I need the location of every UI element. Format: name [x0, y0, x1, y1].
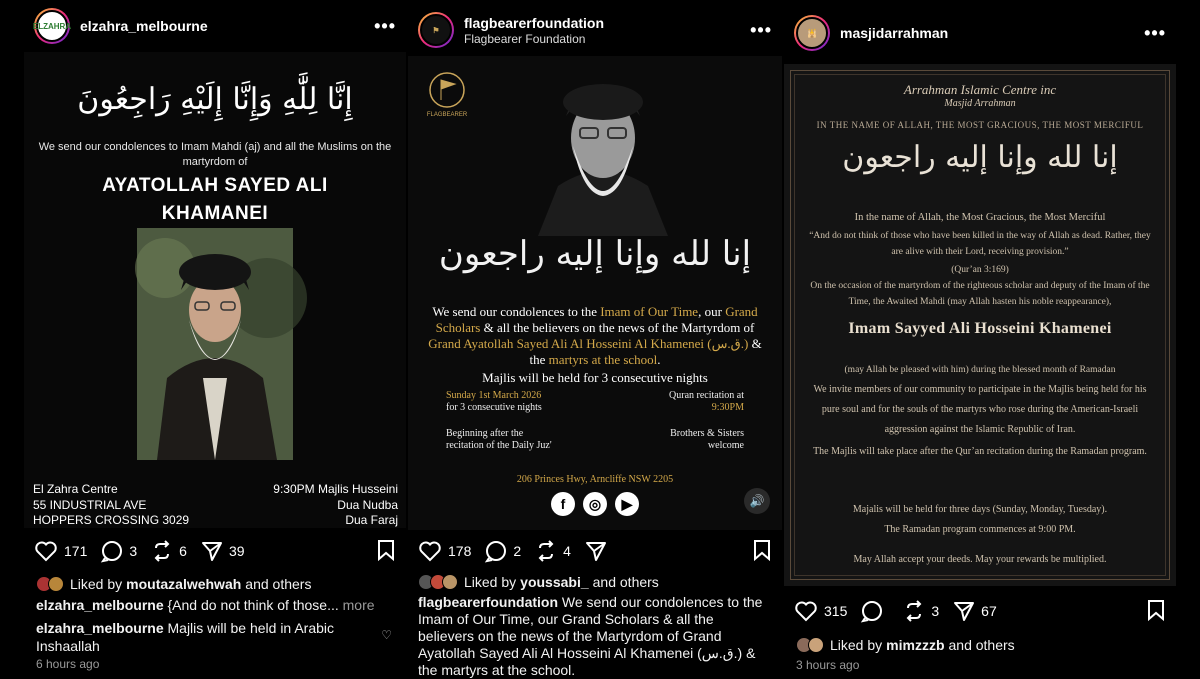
venue-name: El Zahra Centre: [33, 482, 118, 496]
liker-avatars: [796, 637, 824, 653]
bookmark-icon: [752, 539, 772, 561]
username[interactable]: masjidarrahman: [840, 25, 949, 41]
audio-toggle-icon[interactable]: 🔊: [744, 488, 770, 514]
body-text: , our: [698, 304, 726, 319]
liker-avatar: [48, 576, 64, 592]
like-button[interactable]: [34, 540, 87, 562]
avatar[interactable]: [34, 8, 70, 44]
avatar-logo: ⚑: [420, 14, 452, 46]
social-icons: [408, 492, 782, 516]
majlis-heading: Majlis will be held for 3 consecutive nights: [482, 370, 708, 385]
accept-text: May Allah accept your deeds. May your rewards be multiplied.: [853, 554, 1107, 565]
caption-username[interactable]: elzahra_melbourne: [36, 597, 164, 613]
instagram-icon: ◎: [583, 492, 607, 516]
quran-time: 9:30PM: [711, 402, 744, 413]
comment-username[interactable]: elzahra_melbourne: [36, 620, 164, 636]
schedule-time: [669, 390, 744, 414]
calligraphy: إنا لله وإنا إليه راجعون: [438, 234, 752, 274]
liked-by[interactable]: [36, 576, 396, 592]
liked-by-suffix: and others: [245, 576, 312, 592]
bookmark-icon: [376, 539, 396, 561]
begin-sub: recitation of the Daily Juz': [446, 440, 552, 451]
program-item: 9:30PM Majlis Husseini: [273, 482, 398, 496]
repost-icon: [151, 540, 173, 562]
caption-username[interactable]: flagbearerfoundation: [418, 594, 559, 610]
comment-like-icon[interactable]: ♡: [381, 628, 392, 642]
display-name: Flagbearer Foundation: [464, 31, 586, 46]
body-highlight: Grand Scholars: [435, 304, 758, 335]
program-item: Dua Nudba: [337, 497, 398, 512]
repost-button[interactable]: [903, 600, 939, 622]
flagbearer-logo: [420, 70, 474, 118]
repost-icon: [535, 540, 557, 562]
more-options-icon[interactable]: •••: [374, 15, 396, 36]
avatar-logo: ELZAHRA: [36, 10, 68, 42]
venue-street: 55 INDUSTRIAL AVE: [33, 497, 147, 512]
name-line-2: KHAMANEI: [161, 203, 269, 224]
more-options-icon[interactable]: •••: [750, 19, 772, 40]
caption: [36, 596, 394, 614]
action-bar: [784, 596, 1176, 626]
comment-icon: [485, 540, 507, 562]
post-flagbearer: [408, 0, 782, 678]
bookmark-button[interactable]: [752, 539, 772, 564]
verse-reference: (Qur’an 3:169): [951, 265, 1009, 275]
occasion-text: On the occasion of the martyrdom of the righteous scholar and deputy of the Imam of the Time, the Awaited Mahdi (may Allah hasten his noble reappearance),: [810, 281, 1150, 307]
calligraphy: إنا لله وإنا إليه راجعون: [842, 140, 1118, 175]
poster-name: [34, 172, 396, 228]
liked-by-suffix: and others: [948, 637, 1015, 653]
name-line-1: AYATOLLAH SAYED ALI: [102, 175, 328, 196]
body-highlight: Grand Ayatollah Sayed Ali Al Hosseini Al Khamenei (ق.س.): [428, 336, 749, 351]
post-time: 6 hours ago: [36, 657, 100, 671]
share-button[interactable]: [953, 600, 997, 622]
repost-count: 3: [931, 603, 940, 619]
like-button[interactable]: [794, 600, 847, 622]
post-header: [408, 0, 782, 60]
caption-text: We send our condolences to the Imam of Our Time, our Grand Scholars & all the believers on the news of the Martyrdom of Grand Ayatollah Sayed Ali Al Hosseini Al Khamenei (ق.س.) & the martyrs at the school.: [418, 594, 763, 678]
body-text: & all the believers on the news of the Martyrdom of: [480, 320, 755, 335]
venue-address: [33, 482, 189, 529]
body-highlight: Imam of Our Time: [600, 304, 699, 319]
liked-by-user[interactable]: mimzzzb: [886, 637, 945, 653]
liked-by-suffix: and others: [592, 574, 659, 590]
send-icon: [585, 540, 607, 562]
share-button[interactable]: [201, 540, 245, 562]
bookmark-button[interactable]: [1146, 599, 1166, 624]
venue-suburb: HOPPERS CROSSING 3029: [33, 513, 190, 527]
post-image[interactable]: [784, 64, 1176, 586]
post-image[interactable]: [408, 56, 782, 530]
caption-more-link[interactable]: more: [342, 597, 375, 613]
caption-text: {And do not think of those...: [167, 597, 339, 613]
more-options-icon[interactable]: •••: [1144, 22, 1166, 43]
repost-button[interactable]: [151, 540, 187, 562]
event-address: 206 Princes Hwy, Arncliffe NSW 2205: [516, 474, 674, 485]
post-time: 3 hours ago: [796, 658, 860, 672]
event-duration: for 3 consecutive nights: [446, 402, 542, 413]
post-masjidarrahman: [784, 0, 1176, 675]
heart-icon: [794, 600, 818, 622]
liked-by-user[interactable]: youssabi_: [520, 574, 589, 590]
share-count: 67: [981, 603, 997, 619]
heart-icon: [34, 540, 58, 562]
liker-avatars: [418, 574, 458, 590]
condolence-text: We send our condolences to Imam Mahdi (aj) and all the Muslims on the martyrdom of: [38, 141, 392, 168]
post-header: [784, 0, 1176, 66]
comment-count: 2: [513, 543, 522, 559]
like-count: 171: [64, 543, 88, 559]
portrait-photo: [137, 228, 293, 460]
quran-label: Quran recitation at: [669, 390, 744, 401]
like-button[interactable]: [418, 540, 471, 562]
caption: [418, 594, 770, 679]
comment-icon: [101, 540, 123, 562]
logo-text: FLAGBEARER: [426, 112, 468, 118]
arabic-verse: إِنَّا لِلَّٰهِ وَإِنَّا إِلَيْهِ رَاجِعُونَ: [77, 82, 353, 117]
like-count: 315: [824, 603, 848, 619]
schedule-audience: [670, 428, 744, 452]
liker-avatar: [442, 574, 458, 590]
schedule-date: [446, 390, 542, 414]
action-bar: [408, 536, 782, 566]
liked-by-prefix: Liked by: [464, 574, 517, 590]
post-header: [24, 0, 406, 52]
portrait-photo: [528, 76, 678, 236]
avatar-photo: 🕌: [796, 17, 828, 49]
body-text: .: [657, 352, 661, 367]
avatar[interactable]: [418, 12, 454, 48]
liked-by-user[interactable]: moutazalwehwah: [126, 576, 242, 592]
body-highlight: martyrs at the school: [548, 352, 658, 367]
program-item: Dua Faraj: [345, 513, 398, 527]
repost-button[interactable]: [535, 540, 571, 562]
liker-avatars: [36, 576, 64, 592]
share-button[interactable]: [585, 540, 613, 562]
comment-text: Majlis will be held in Arabic Inshaallah: [36, 620, 335, 654]
bookmark-button[interactable]: [376, 539, 396, 564]
send-icon: [201, 540, 223, 562]
share-count: 39: [228, 543, 245, 559]
audience-label: Brothers & Sisters: [670, 428, 744, 439]
invite-text: We invite members of our community to participate in the Majlis being held for his pure soul and for the souls of the martyrs who rose during the American-Israeli aggression against the Islamic Republic of Iran.: [813, 384, 1147, 435]
imam-name: Imam Sayyed Ali Hosseini Khamenei: [848, 320, 1112, 337]
welcome-label: welcome: [707, 440, 744, 451]
liked-by[interactable]: [418, 574, 772, 590]
bookmark-icon: [1146, 599, 1166, 621]
pleased-text: (may Allah be pleased with him) during the blessed month of Ramadan: [844, 365, 1116, 375]
repost-icon: [903, 600, 925, 622]
like-count: 178: [448, 543, 472, 559]
schedule-start: [446, 428, 552, 452]
begin-label: Beginning after the: [446, 428, 524, 439]
username[interactable]: elzahra_melbourne: [80, 18, 208, 34]
comment-count: 3: [129, 543, 138, 559]
comment-button[interactable]: [861, 600, 889, 622]
post-image[interactable]: [24, 52, 406, 528]
masjid-name: Masjid Arrahman: [944, 98, 1016, 109]
condolence-text: [422, 304, 768, 368]
liked-by-prefix: Liked by: [830, 637, 883, 653]
starts-text: The Ramadan program commences at 9:00 PM.: [884, 524, 1076, 535]
heart-icon: [418, 540, 442, 562]
days-text: Majalis will be held for three days (Sunday, Monday, Tuesday).: [852, 504, 1108, 515]
after-text: The Majlis will take place after the Qur’an recitation during the Ramadan program.: [813, 446, 1147, 457]
facebook-icon: f: [551, 492, 575, 516]
program-list: [273, 482, 398, 529]
centre-name: Arrahman Islamic Centre inc: [903, 82, 1057, 97]
send-icon: [953, 600, 975, 622]
comment: [36, 619, 376, 655]
body-text: We send our condolences to the: [432, 304, 601, 319]
liked-by-prefix: Liked by: [70, 576, 123, 592]
liker-avatar: [808, 637, 824, 653]
avatar[interactable]: [794, 15, 830, 51]
event-date: Sunday 1st March 2026: [446, 390, 542, 401]
post-elzahra: [24, 0, 406, 675]
body-text: & the: [529, 336, 762, 367]
bismillah-caps: IN THE NAME OF ALLAH, THE MOST GRACIOUS, THE MOST MERCIFUL: [816, 120, 1144, 130]
youtube-icon: ▶: [615, 492, 639, 516]
username[interactable]: flagbearerfoundation: [464, 14, 605, 31]
comment-icon: [861, 600, 883, 622]
quran-verse: “And do not think of those who have been killed in the way of Allah as dead. Rather, they are alive with their Lord, receiving provision.”: [809, 231, 1151, 257]
liked-by[interactable]: [796, 637, 1166, 653]
comment-button[interactable]: [101, 540, 137, 562]
repost-count: 4: [563, 543, 571, 559]
action-bar: [24, 536, 406, 566]
comment-button[interactable]: [485, 540, 521, 562]
bismillah: In the name of Allah, the Most Gracious, the Most Merciful: [854, 212, 1106, 223]
repost-count: 6: [179, 543, 187, 559]
